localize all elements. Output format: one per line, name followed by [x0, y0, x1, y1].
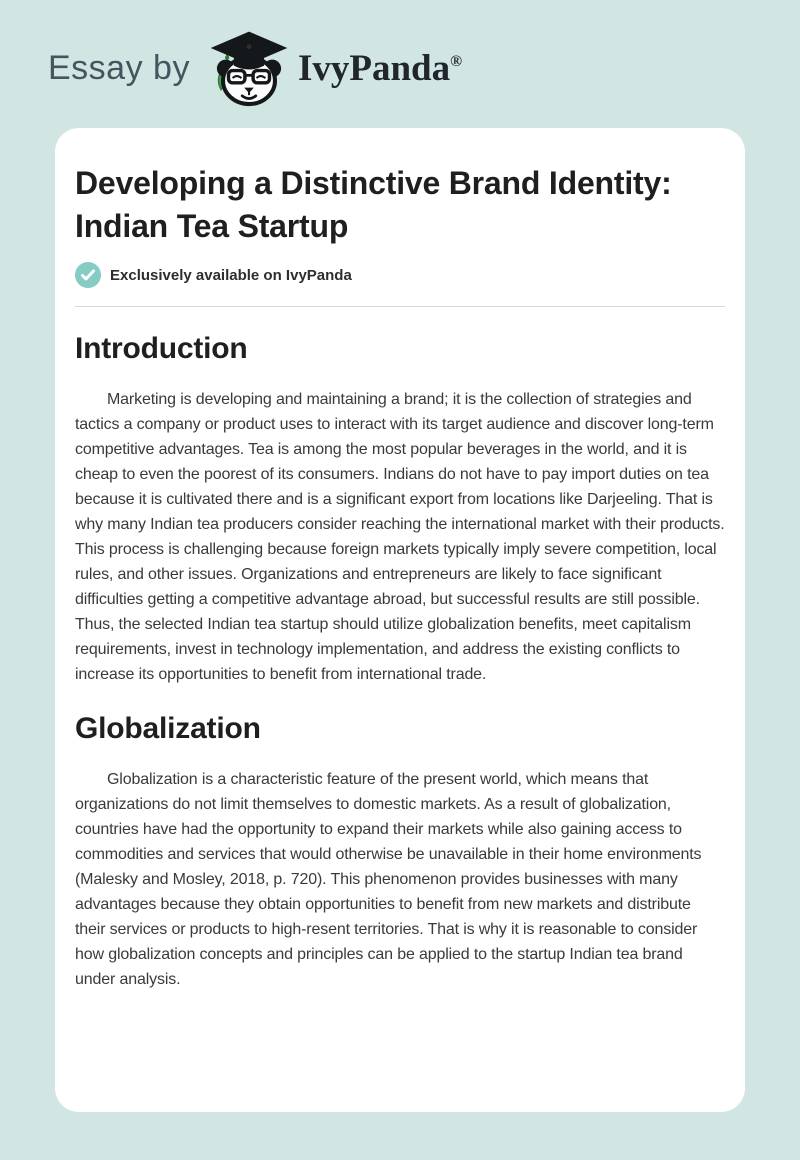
section-globalization [75, 711, 725, 992]
essay-title [75, 162, 725, 248]
site-header [0, 0, 800, 107]
essay-title-line-2: Indian Tea Startup [75, 208, 349, 244]
availability-badge [75, 262, 725, 288]
check-icon [75, 262, 101, 288]
ivypanda-panda-logo-icon [208, 30, 290, 107]
essay-title-line-1: Developing a Distinctive Brand Identity: [75, 165, 672, 201]
introduction-heading: Introduction [75, 332, 248, 365]
availability-label: Exclusively available on IvyPanda [110, 266, 352, 284]
section-introduction [75, 331, 725, 687]
registered-trademark: ® [450, 53, 463, 70]
introduction-paragraph: Marketing is developing and maintaining a brand; it is the collection of strategies and tactics a company or product uses to interact with its target audience and discover long-term competitive advantages. Tea is among the most popular beverages in the world, and it is cheap to even the poorest of its consumers. Indians do not have to pay import duties on tea because it is cultivated there and is a significant export from locations like Darjeeling. That is why many Indian tea producers consider reaching the international market with their products. This process is challenging because foreign markets typically imply severe competition, local rules, and other issues. Organizations and entrepreneurs are likely to face significant difficulties getting a competitive advantage abroad, but successful results are still possible. Thus, the selected Indian tea startup should utilize globalization benefits, meet capitalism requirements, invest in technology implementation, and address the existing conflicts to increase its opportunities to benefit from international trade. [75, 391, 725, 683]
globalization-heading: Globalization [75, 712, 261, 745]
divider [75, 306, 725, 307]
brand-name: IvyPanda [297, 48, 451, 89]
globalization-paragraph: Globalization is a characteristic feature of the present world, which means that organizations do not limit themselves to domestic markets. As a result of globalization, countries have had the opportunity to expand their markets while also gaining access to commodities and services that would otherwise be unavailable in their home environments (Malesky and Mosley, 2018, p. 720). This phenomenon provides businesses with many advantages because they obtain opportunities to benefit from new markets and distribute their services or products to high-resent territories. That is why it is reasonable to consider how globalization concepts and principles can be applied to the startup Indian tea brand under analysis. [75, 771, 702, 988]
essay-card [55, 128, 745, 1112]
brand-wordmark [298, 47, 462, 90]
essay-by-label: Essay by [48, 49, 190, 87]
